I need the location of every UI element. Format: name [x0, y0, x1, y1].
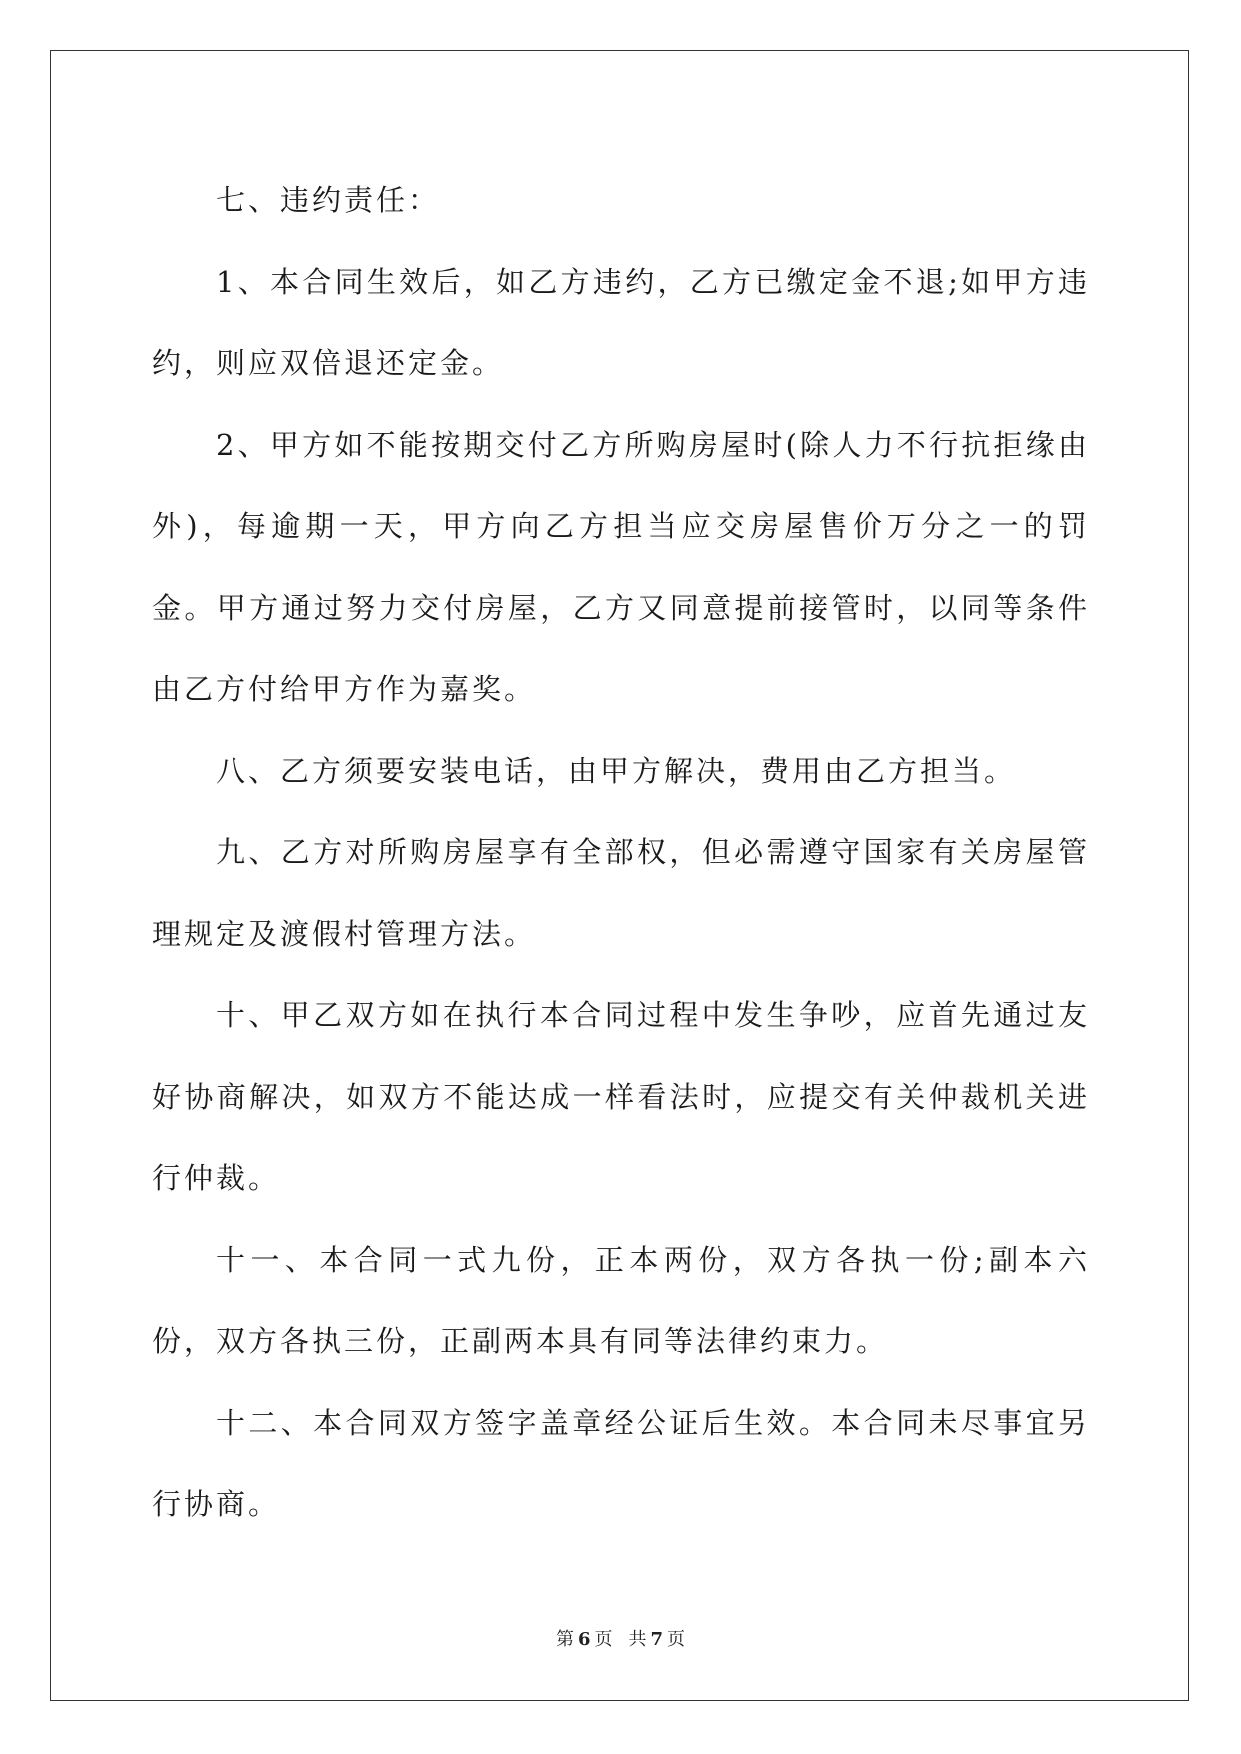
total-suffix: 页 — [667, 1629, 686, 1650]
paragraph-section-8: 八、乙方须要安装电话，由甲方解决，费用由乙方担当。 — [216, 753, 1017, 788]
total-prefix: 共 — [628, 1629, 647, 1650]
page-suffix: 页 — [594, 1629, 613, 1650]
page-number: 6 — [577, 1629, 591, 1650]
paragraph-section-11: 十一、本合同一式九份，正本两份，双方各执一份;副本六份，双方各执三份，正副两本具有同等法律约束力。 — [152, 1242, 1090, 1358]
paragraph-section-7-heading: 七、违约责任： — [216, 183, 441, 217]
paragraph-clause-7-2: 2、甲方如不能按期交付乙方所购房屋时(除人力不行抗拒缘由外)，每逾期一天，甲方向乙方担当应交房屋售价万分之一的罚金。甲方通过努力交付房屋，乙方又同意提前接管时，以同等条件由乙方付给甲方作为嘉奖。 — [152, 427, 1090, 706]
total-pages: 7 — [650, 1629, 664, 1650]
page-footer — [0, 1625, 1241, 1651]
paragraph-section-9: 九、乙方对所购房屋享有全部权，但必需遵守国家有关房屋管理规定及渡假村管理方法。 — [152, 835, 1090, 951]
page-prefix: 第 — [555, 1629, 574, 1650]
document-body — [152, 160, 1090, 1546]
paragraph-section-10: 十、甲乙双方如在执行本合同过程中发生争吵，应首先通过友好协商解决，如双方不能达成一样看法时，应提交有关仲裁机关进行仲裁。 — [152, 998, 1090, 1195]
paragraph-clause-7-1: 1、本合同生效后，如乙方违约，乙方已缴定金不退;如甲方违约，则应双倍退还定金。 — [152, 264, 1090, 380]
paragraph-section-12: 十二、本合同双方签字盖章经公证后生效。本合同未尽事宜另行协商。 — [152, 1405, 1090, 1521]
